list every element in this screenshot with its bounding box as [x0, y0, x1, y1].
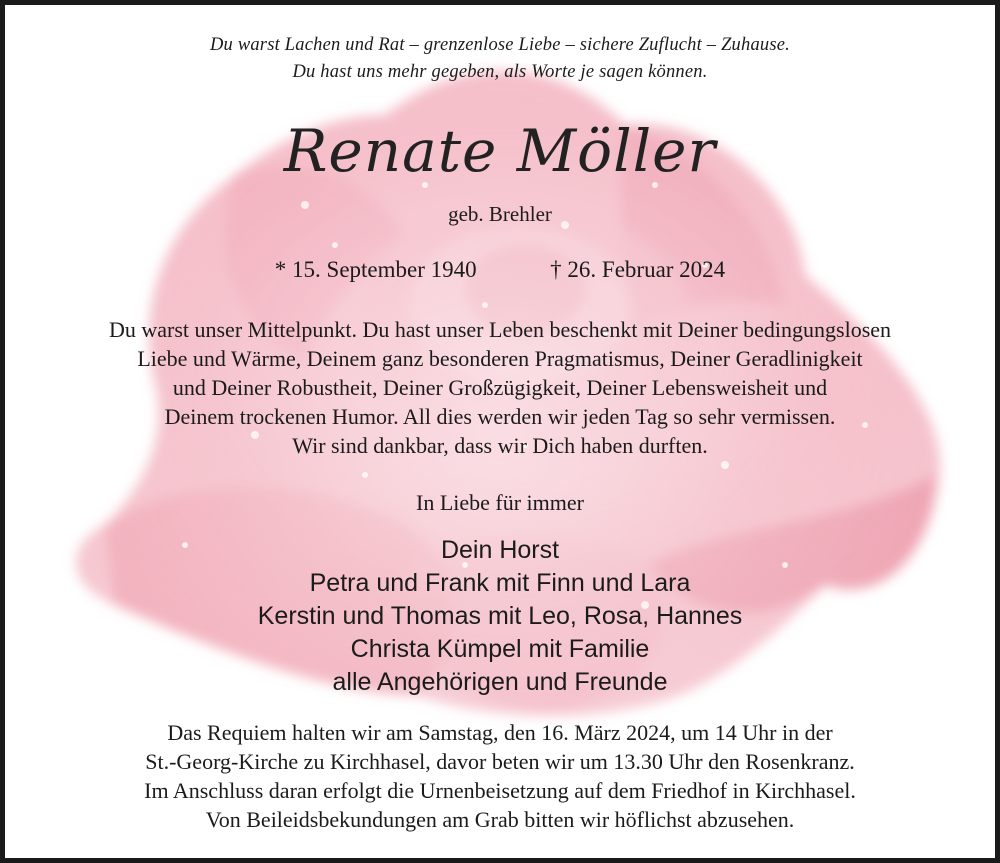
tribute-line-4: Deinem trockenen Humor. All dies werden wir jeden Tag so sehr vermissen.: [164, 404, 836, 429]
family-line-5: alle Angehörigen und Freunde: [332, 668, 668, 696]
birth-name: geb. Brehler: [448, 202, 552, 226]
deceased-name: Renate Möller: [283, 117, 717, 185]
family-line-1: Dein Horst: [440, 536, 560, 564]
motto-line-2: Du hast uns mehr gegeben, als Worte je sagen können.: [292, 62, 708, 82]
tribute-line-1: Du warst unser Mittelpunkt. Du hast unser Leben beschenkt mit Deiner bedingungslosen: [108, 317, 892, 342]
requiem-line-3: Im Anschluss daran erfolgt die Urnenbeisetzung auf dem Friedhof in Kirchhasel.: [144, 778, 856, 803]
family-line-2: Petra und Frank mit Finn und Lara: [309, 569, 691, 597]
tribute-line-3: und Deiner Robustheit, Deiner Großzügigkeit, Deiner Lebensweisheit und: [172, 375, 828, 400]
tribute-line-2: Liebe und Wärme, Deinem ganz besonderen Pragmatismus, Deiner Geradlinigkeit: [137, 346, 863, 371]
requiem-line-4: Von Beileidsbekundungen am Grab bitten wir höflichst abzusehen.: [205, 807, 795, 832]
closing-phrase: In Liebe für immer: [416, 490, 584, 515]
requiem-line-1: Das Requiem halten wir am Samstag, den 16. März 2024, um 14 Uhr in der: [167, 720, 833, 745]
tribute-line-5: Wir sind dankbar, dass wir Dich haben durften.: [292, 433, 708, 458]
life-dates: [5, 257, 995, 283]
death-date: † 26. Februar 2024: [550, 257, 726, 282]
requiem-line-2: St.-Georg-Kirche zu Kirchhasel, davor beten wir um 13.30 Uhr den Rosenkranz.: [145, 749, 855, 774]
family-line-4: Christa Kümpel mit Familie: [350, 635, 650, 663]
motto-line-1: Du warst Lachen und Rat – grenzenlose Liebe – sichere Zuflucht – Zuhause.: [209, 35, 790, 55]
family-line-3: Kerstin und Thomas mit Leo, Rosa, Hannes: [257, 602, 743, 630]
birth-date: * 15. September 1940: [274, 257, 477, 282]
